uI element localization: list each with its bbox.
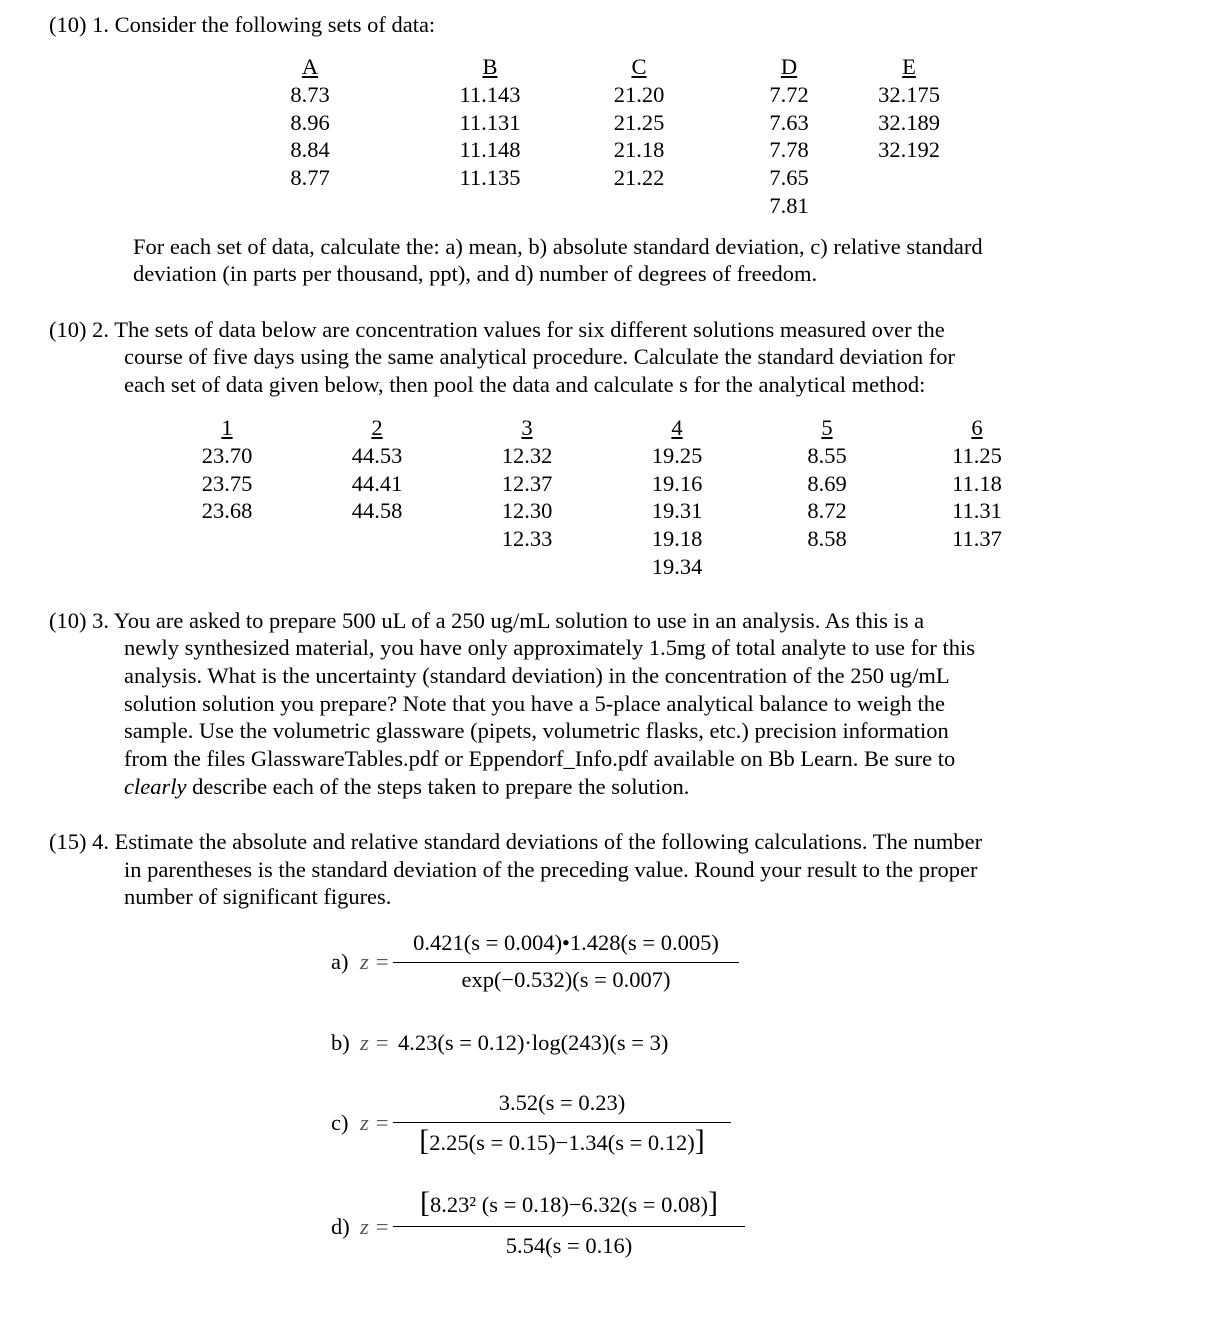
q1-value: 11.131 xyxy=(459,109,521,135)
q4d-label: d) xyxy=(331,1214,350,1239)
q4a-numerator: 0.421(s = 0.004)•1.428(s = 0.005) xyxy=(413,930,719,955)
q2-value: 44.53 xyxy=(351,442,403,468)
q2-value: 23.75 xyxy=(201,470,253,496)
q2-column-header: 5 xyxy=(821,415,833,440)
q1-column-5 xyxy=(849,53,969,164)
q1-value: 11.135 xyxy=(459,165,521,191)
q4-line3: number of significant figures. xyxy=(124,884,392,909)
q1-column-4 xyxy=(729,53,849,220)
q2-value: 12.37 xyxy=(501,470,553,496)
q3-line7 xyxy=(124,773,689,801)
q4c-right-bracket: ] xyxy=(694,1124,705,1157)
q1-value: 32.175 xyxy=(878,81,940,107)
q1-column-3 xyxy=(579,53,699,192)
q1-value: 21.18 xyxy=(613,137,665,163)
q1-value: 8.96 xyxy=(290,109,330,135)
q2-value: 8.69 xyxy=(807,470,847,496)
q1-value: 32.189 xyxy=(878,109,940,135)
q4b-label: b) xyxy=(331,1030,350,1055)
q1-value: 32.192 xyxy=(878,137,940,163)
q4d-right-bracket: ] xyxy=(707,1186,718,1219)
q2-value: 19.25 xyxy=(651,442,703,468)
q4d-left-bracket: [ xyxy=(420,1186,431,1219)
q2-value: 12.30 xyxy=(501,498,553,524)
q4d-numerator: 8.23² (s = 0.18)−6.32(s = 0.08) xyxy=(430,1192,708,1217)
q4c-left-bracket: [ xyxy=(419,1124,430,1157)
q2-value: 12.32 xyxy=(501,442,553,468)
q1-column-header: E xyxy=(902,54,916,79)
q1-value: 7.72 xyxy=(769,81,809,107)
q1-column-header: B xyxy=(482,54,498,79)
q2-value: 12.33 xyxy=(501,526,553,552)
q2-value: 8.55 xyxy=(807,442,847,468)
q2-value: 11.25 xyxy=(952,442,1002,468)
q1-column-header: A xyxy=(301,54,319,79)
q4b-z: z = xyxy=(360,1030,390,1055)
q2-value: 8.58 xyxy=(807,526,847,552)
q4a-denominator: exp(−0.532)(s = 0.007) xyxy=(461,967,671,992)
q1-value: 11.143 xyxy=(459,81,521,107)
q4c-denominator-wrap xyxy=(393,1124,731,1157)
q2-column-header: 1 xyxy=(221,415,233,440)
q2-line2: course of five days using the same analytical procedure. Calculate the standard deviation for xyxy=(124,344,955,369)
q2-column-6 xyxy=(917,414,1037,553)
q2-value: 19.16 xyxy=(651,470,703,496)
q1-instruction-line1: For each set of data, calculate the: a) mean, b) absolute standard deviation, c) relative standard xyxy=(133,234,983,259)
q2-line3: each set of data given below, then pool the data and calculate s for the analytical method: xyxy=(124,372,926,397)
q3-line1: (10) 3. You are asked to prepare 500 uL of a 250 ug/mL solution to use in an analysis. As this is a xyxy=(49,608,925,633)
q2-value: 23.68 xyxy=(201,498,253,524)
q2-column-2 xyxy=(317,414,437,525)
q4d-z: z = xyxy=(360,1214,390,1239)
q4d-fraction-bar xyxy=(393,1226,745,1227)
q2-value: 11.37 xyxy=(952,526,1002,552)
q3-line4: solution solution you prepare? Note that you have a 5-place analytical balance to weigh the xyxy=(124,691,945,716)
q1-value: 8.77 xyxy=(290,165,330,191)
q1-column-header: D xyxy=(780,54,798,79)
q4c-numerator: 3.52(s = 0.23) xyxy=(498,1090,626,1115)
q4b-expression: 4.23(s = 0.12)·log(243)(s = 3) xyxy=(398,1030,669,1055)
q1-value: 8.84 xyxy=(290,137,330,163)
q2-column-4 xyxy=(617,414,737,581)
q2-value: 11.18 xyxy=(952,470,1002,496)
q3-line5: sample. Use the volumetric glassware (pipets, volumetric flasks, etc.) precision information xyxy=(124,718,949,743)
q1-value: 7.81 xyxy=(769,192,809,218)
q2-column-header: 2 xyxy=(371,415,383,440)
q3-emphasis: clearly xyxy=(124,774,187,799)
q1-column-2 xyxy=(430,53,550,192)
q1-column-1 xyxy=(250,53,370,192)
q4a-label: a) xyxy=(331,949,349,974)
q4d-denominator: 5.54(s = 0.16) xyxy=(505,1233,633,1258)
q1-value: 21.25 xyxy=(613,109,665,135)
q1-value: 21.22 xyxy=(613,165,665,191)
q2-value: 8.72 xyxy=(807,498,847,524)
q4c-fraction-bar xyxy=(393,1122,731,1123)
q3-line7-rest: describe each of the steps taken to prepare the solution. xyxy=(186,774,690,799)
q2-value: 19.34 xyxy=(651,553,703,579)
q4a-z: z = xyxy=(360,949,390,974)
q1-column-header: C xyxy=(631,54,647,79)
q2-value: 23.70 xyxy=(201,442,253,468)
q3-line6: from the files GlasswareTables.pdf or Eppendorf_Info.pdf available on Bb Learn. Be sure to xyxy=(124,746,956,771)
q3-line2: newly synthesized material, you have only approximately 1.5mg of total analyte to use for this xyxy=(124,635,976,660)
q4c-z: z = xyxy=(360,1110,390,1135)
q2-column-header: 3 xyxy=(521,415,533,440)
q2-column-header: 4 xyxy=(671,415,683,440)
q1-instruction-line2: deviation (in parts per thousand, ppt), and d) number of degrees of freedom. xyxy=(133,261,818,286)
q2-column-header: 6 xyxy=(971,415,983,440)
q1-intro: (10) 1. Consider the following sets of data: xyxy=(49,12,436,37)
q2-value: 19.18 xyxy=(651,526,703,552)
q2-value: 19.31 xyxy=(651,498,703,524)
q1-value: 7.63 xyxy=(769,109,809,135)
q2-column-3 xyxy=(467,414,587,553)
q1-value: 7.65 xyxy=(769,165,809,191)
q2-value: 44.58 xyxy=(351,498,403,524)
q4d-numerator-wrap xyxy=(393,1186,745,1219)
q2-column-5 xyxy=(767,414,887,553)
q2-line1: (10) 2. The sets of data below are concentration values for six different solutions measured over the xyxy=(49,317,945,342)
q4a-fraction-bar xyxy=(393,962,739,963)
q1-value: 21.20 xyxy=(613,81,665,107)
q2-value: 11.31 xyxy=(952,498,1002,524)
q4-line1: (15) 4. Estimate the absolute and relative standard deviations of the following calculations. The number xyxy=(49,829,983,854)
q4-line2: in parentheses is the standard deviation of the preceding value. Round your result to the proper xyxy=(124,857,978,882)
q2-column-1 xyxy=(167,414,287,525)
q4c-label: c) xyxy=(331,1110,349,1135)
q1-value: 8.73 xyxy=(290,81,330,107)
q2-value: 44.41 xyxy=(351,470,403,496)
q1-value: 11.148 xyxy=(459,137,521,163)
q1-value: 7.78 xyxy=(769,137,809,163)
q3-line3: analysis. What is the uncertainty (standard deviation) in the concentration of the 250 ug/mL xyxy=(124,663,950,688)
q4c-denominator: 2.25(s = 0.15)−1.34(s = 0.12) xyxy=(429,1130,695,1155)
